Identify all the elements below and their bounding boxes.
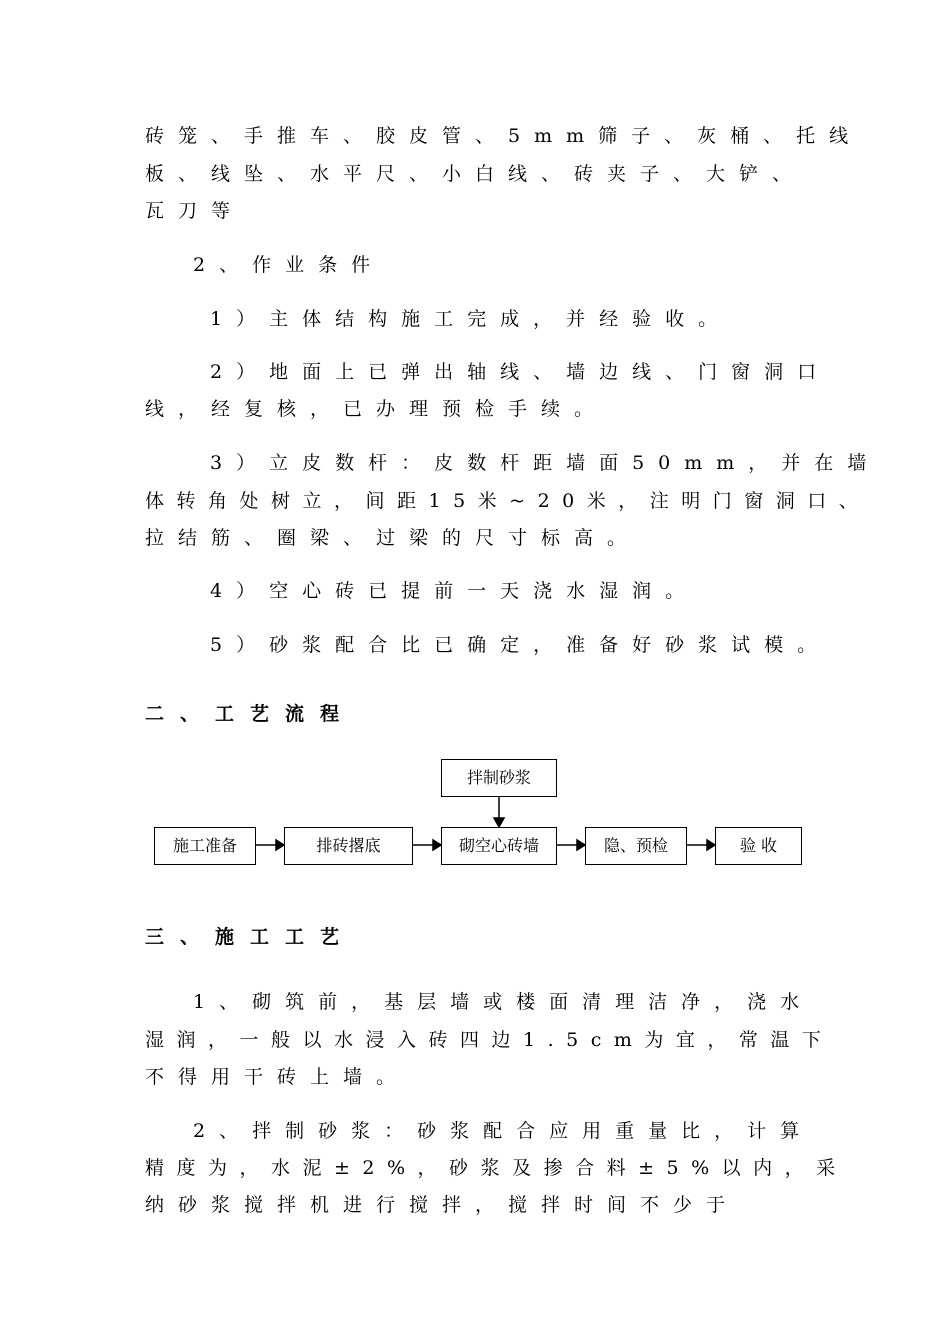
condition-item-1: 1）主体结构施工完成，并经验收。 (210, 308, 732, 330)
arrowhead-layout-to-build (433, 840, 441, 850)
tools-line-2: 板、线坠、水平尺、小白线、砖夹子、大铲、 (145, 163, 806, 185)
craft-p1-line-3: 不得用干砖上墙。 (145, 1066, 410, 1088)
arrowhead-mix-to-build (494, 818, 504, 827)
condition-item-5: 5）砂浆配合比已确定，准备好砂浆试模。 (210, 634, 831, 656)
craft-p2-line-2: 精度为，水泥±2%，砂浆及掺合料±5%以内，采 (145, 1157, 848, 1179)
condition-item-2-line-2: 线，经复核，已办理预检手续。 (145, 398, 608, 420)
craft-p1-line-1: 1、砌筑前，基层墙或楼面清理洁净，浇水 (193, 991, 814, 1013)
craft-p1-line-2: 湿润，一般以水浸入砖四边1.5cm为宜，常温下 (145, 1029, 834, 1051)
flow-box-inspect: 隐、预检 (585, 827, 687, 865)
flow-box-mix-mortar: 拌制砂浆 (441, 759, 557, 797)
arrowhead-inspect-to-accept (707, 840, 715, 850)
arrowhead-prepare-to-layout (276, 840, 284, 850)
craft-p2-line-3: 纳砂浆搅拌机进行搅拌，搅拌时间不少于 (145, 1194, 740, 1216)
flow-box-layout: 排砖撂底 (284, 827, 413, 865)
tools-line-1: 砖笼、手推车、胶皮管、5mm筛子、灰桶、托线 (145, 125, 863, 147)
condition-item-2-line-1: 2）地面上已弹出轴线、墙边线、门窗洞口 (210, 361, 831, 383)
condition-item-3-line-1: 3）立皮数杆：皮数杆距墙面50mm，并在墙 (210, 452, 881, 474)
flow-box-accept: 验 收 (715, 827, 802, 865)
craft-p2-line-1: 2、拌制砂浆：砂浆配合应用重量比，计算 (193, 1120, 814, 1142)
arrowhead-build-to-inspect (577, 840, 585, 850)
craft-heading: 三、施工工艺 (145, 926, 356, 948)
conditions-title: 2、作业条件 (193, 254, 385, 276)
process-heading: 二、工艺流程 (145, 703, 356, 725)
condition-item-3-line-3: 拉结筋、圈梁、过梁的尺寸标高。 (145, 527, 641, 549)
tools-line-3: 瓦刀等 (145, 200, 245, 222)
condition-item-3-line-2: 体转角处树立，间距15米~20米，注明门窗洞口、 (145, 490, 871, 512)
flow-box-build-wall: 砌空心砖墙 (441, 827, 557, 865)
condition-item-4: 4）空心砖已提前一天浇水湿润。 (210, 580, 699, 602)
flow-box-prepare: 施工准备 (154, 827, 256, 865)
